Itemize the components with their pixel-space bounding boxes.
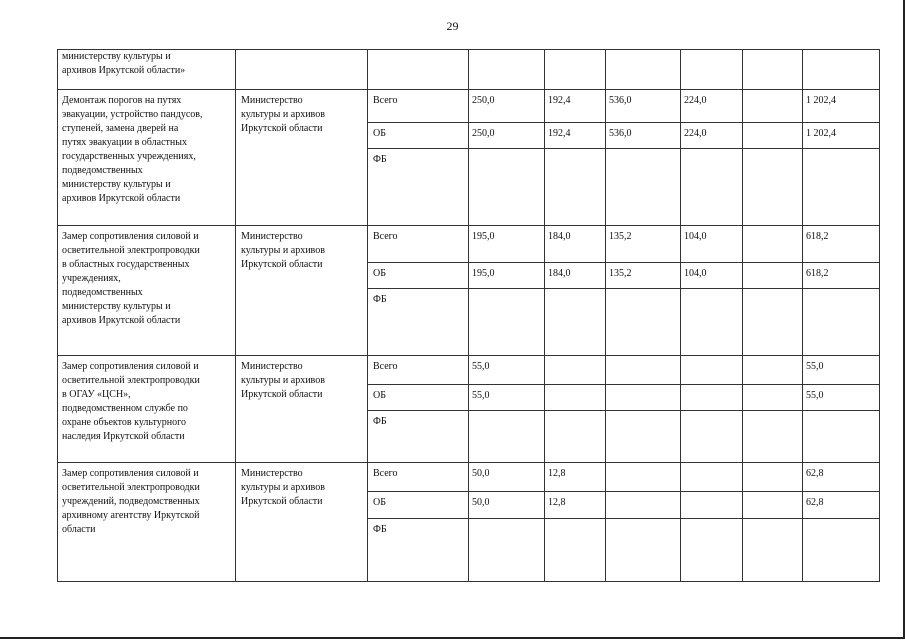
executor-line: Министерство	[241, 95, 303, 106]
activity-name-line: архивному агентству Иркутской	[62, 510, 200, 521]
activity-name-line: в ОГАУ «ЦСН»,	[62, 389, 131, 400]
table-vline	[742, 49, 743, 582]
activity-name-line: эвакуации, устройство пандусов,	[62, 109, 203, 120]
source-label: ФБ	[373, 524, 387, 535]
amount-value: 62,8	[806, 497, 824, 508]
activity-name-line: учреждениях,	[62, 273, 121, 284]
activity-name-line: министерству культуры и	[62, 301, 171, 312]
amount-value: 618,2	[806, 268, 829, 279]
amount-value: 195,0	[472, 268, 495, 279]
activity-name-line: осветительной электропроводки	[62, 375, 200, 386]
amount-value: 135,2	[609, 231, 632, 242]
page-number: 29	[446, 19, 459, 33]
activity-name-line: ступеней, замена дверей на	[62, 123, 179, 134]
amount-value: 55,0	[806, 390, 824, 401]
amount-value: 195,0	[472, 231, 495, 242]
executor-line: культуры и архивов	[241, 482, 325, 493]
activity-name-line: наследия Иркутской области	[62, 431, 185, 442]
amount-value: 224,0	[684, 95, 707, 106]
table-hline	[57, 462, 880, 463]
activity-name-line: государственных учреждениях,	[62, 151, 196, 162]
executor-line: Иркутской области	[241, 389, 323, 400]
activity-name-line: в областных государственных	[62, 259, 190, 270]
source-label: Всего	[373, 361, 398, 372]
activity-name-line: области	[62, 524, 96, 535]
activity-name-line: подведомственных	[62, 165, 143, 176]
executor-line: культуры и архивов	[241, 245, 325, 256]
amount-value: 536,0	[609, 95, 632, 106]
amount-value: 135,2	[609, 268, 632, 279]
table-vline	[468, 49, 469, 582]
source-label: ФБ	[373, 416, 387, 427]
activity-name-line: Замер сопротивления силовой и	[62, 361, 199, 372]
activity-name-line: Замер сопротивления силовой и	[62, 231, 199, 242]
continuation-line: архивов Иркутской области»	[62, 65, 186, 76]
amount-value: 12,8	[548, 468, 566, 479]
table-hline	[367, 288, 880, 289]
activity-name-line: министерству культуры и	[62, 179, 171, 190]
amount-value: 55,0	[472, 361, 490, 372]
table-hline	[367, 148, 880, 149]
table-vline	[57, 49, 58, 582]
table-hline	[367, 491, 880, 492]
activity-name-line: учреждений, подведомственных	[62, 496, 200, 507]
activity-name-line: путях эвакуации в областных	[62, 137, 187, 148]
executor-line: Иркутской области	[241, 496, 323, 507]
table-vline	[235, 49, 236, 582]
amount-value: 50,0	[472, 468, 490, 479]
amount-value: 1 202,4	[806, 95, 836, 106]
source-label: Всего	[373, 231, 398, 242]
amount-value: 192,4	[548, 128, 571, 139]
amount-value: 62,8	[806, 468, 824, 479]
amount-value: 104,0	[684, 268, 707, 279]
amount-value: 192,4	[548, 95, 571, 106]
source-label: Всего	[373, 95, 398, 106]
activity-name-line: осветительной электропроводки	[62, 482, 200, 493]
source-label: ОБ	[373, 268, 386, 279]
amount-value: 250,0	[472, 128, 495, 139]
amount-value: 104,0	[684, 231, 707, 242]
activity-name-line: подведомственном службе по	[62, 403, 188, 414]
table-hline	[57, 89, 880, 90]
source-label: ОБ	[373, 128, 386, 139]
executor-line: Иркутской области	[241, 259, 323, 270]
table-vline	[802, 49, 803, 582]
table-vline	[879, 49, 880, 582]
table-hline	[367, 518, 880, 519]
activity-name-line: архивов Иркутской области	[62, 193, 181, 204]
table-vline	[605, 49, 606, 582]
table-vline	[680, 49, 681, 582]
executor-line: Иркутской области	[241, 123, 323, 134]
table-hline	[367, 262, 880, 263]
amount-value: 250,0	[472, 95, 495, 106]
amount-value: 618,2	[806, 231, 829, 242]
source-label: ОБ	[373, 497, 386, 508]
executor-line: культуры и архивов	[241, 375, 325, 386]
table-hline	[367, 410, 880, 411]
table-hline	[367, 384, 880, 385]
source-label: ФБ	[373, 154, 387, 165]
table-hline	[367, 122, 880, 123]
activity-name-line: осветительной электропроводки	[62, 245, 200, 256]
executor-line: Министерство	[241, 231, 303, 242]
table-vline	[544, 49, 545, 582]
source-label: ОБ	[373, 390, 386, 401]
activity-name-line: охране объектов культурного	[62, 417, 187, 428]
executor-line: Министерство	[241, 468, 303, 479]
table-vline	[367, 49, 368, 582]
amount-value: 224,0	[684, 128, 707, 139]
amount-value: 55,0	[472, 390, 490, 401]
source-label: ФБ	[373, 294, 387, 305]
activity-name-line: Замер сопротивления силовой и	[62, 468, 199, 479]
activity-name-line: подведомственных	[62, 287, 143, 298]
amount-value: 184,0	[548, 268, 571, 279]
amount-value: 12,8	[548, 497, 566, 508]
source-label: Всего	[373, 468, 398, 479]
amount-value: 536,0	[609, 128, 632, 139]
table-hline	[57, 355, 880, 356]
amount-value: 55,0	[806, 361, 824, 372]
executor-line: культуры и архивов	[241, 109, 325, 120]
executor-line: Министерство	[241, 361, 303, 372]
amount-value: 184,0	[548, 231, 571, 242]
amount-value: 1 202,4	[806, 128, 836, 139]
activity-name-line: Демонтаж порогов на путях	[62, 95, 182, 106]
table-hline	[57, 225, 880, 226]
activity-name-line: архивов Иркутской области	[62, 315, 181, 326]
continuation-line: министерству культуры и	[62, 51, 171, 62]
amount-value: 50,0	[472, 497, 490, 508]
